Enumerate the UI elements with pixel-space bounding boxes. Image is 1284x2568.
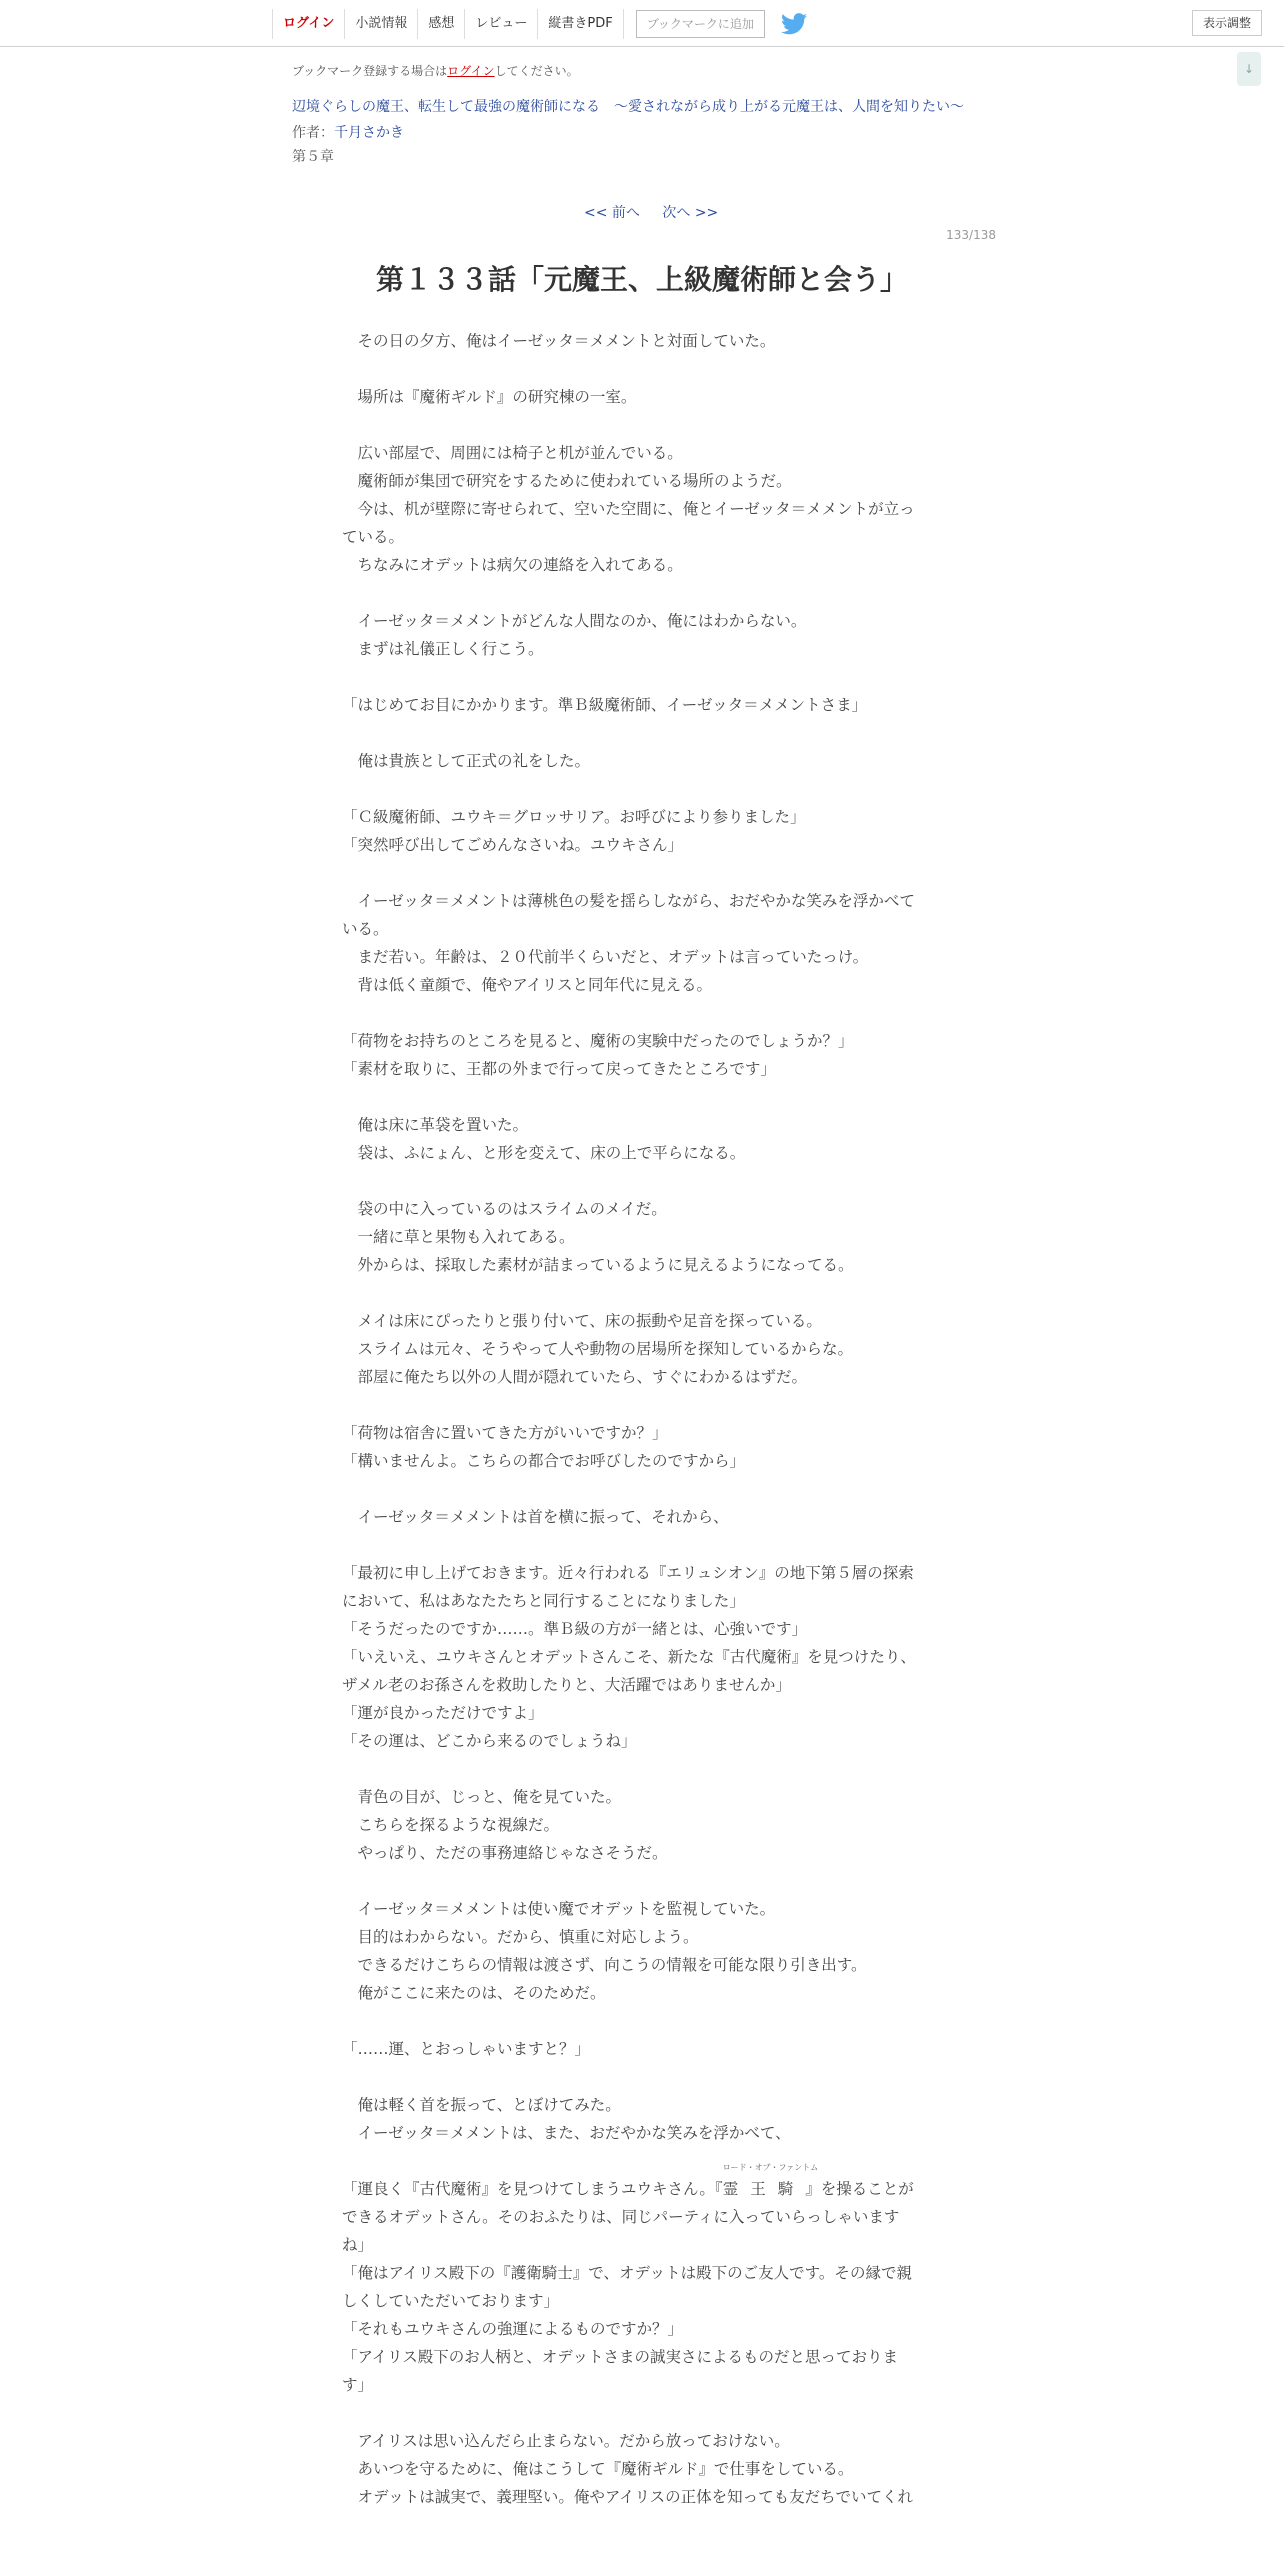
author-line bbox=[292, 122, 404, 142]
body-line bbox=[342, 355, 942, 383]
top-header bbox=[0, 0, 1284, 47]
body-line: あいつを守るために、俺はこうして『魔術ギルド』で仕事をしている。 bbox=[342, 2460, 854, 2478]
body-line bbox=[342, 579, 942, 607]
nav-vertical-pdf[interactable]: 縦書きPDF bbox=[537, 9, 623, 39]
body-line bbox=[342, 1475, 942, 1503]
nav-login[interactable]: ログイン bbox=[272, 9, 344, 39]
body-line: やっぱり、ただの事務連絡じゃなさそうだ。 bbox=[342, 1844, 668, 1862]
body-line bbox=[342, 859, 942, 887]
body-line: まだ若い。年齢は、２０代前半くらいだと、オデットは言っていたっけ。 bbox=[342, 948, 869, 966]
page-count: 133/138 bbox=[946, 228, 996, 242]
body-line bbox=[342, 2147, 942, 2175]
prev-episode-link[interactable]: << 前へ bbox=[584, 205, 640, 221]
body-line: 場所は『魔術ギルド』の研究棟の一室。 bbox=[342, 388, 637, 406]
body-line: 俺がここに来たのは、そのためだ。 bbox=[342, 1984, 606, 2002]
body-line: ている。 bbox=[342, 528, 405, 546]
body-line: イーゼッタ＝メメントは薄桃色の髪を揺らしながら、おだやかな笑みを浮かべて bbox=[342, 892, 915, 910]
ruby-term bbox=[722, 2163, 819, 2203]
body-line: メイは床にぴったりと張り付いて、床の振動や足音を探っている。 bbox=[342, 1312, 822, 1330]
body-line: 「Ｃ級魔術師、ユウキ＝グロッサリア。お呼びにより参りました」 bbox=[342, 808, 806, 826]
ruby-reading: ロード・オブ・ファントム bbox=[722, 2163, 819, 2172]
body-line: 「その運は、どこから来るのでしょうね」 bbox=[342, 1732, 637, 1750]
author-name-link[interactable]: 千月さかき bbox=[334, 125, 404, 141]
body-line: 背は低く童顔で、俺やアイリスと同年代に見える。 bbox=[342, 976, 712, 994]
body-line: まずは礼儀正しく行こう。 bbox=[342, 640, 544, 658]
body-line: ね」 bbox=[342, 2236, 374, 2254]
body-line: こちらを探るような視線だ。 bbox=[342, 1816, 560, 1834]
body-line: 「荷物をお持ちのところを見ると、魔術の実験中だったのでしょうか？」 bbox=[342, 1032, 854, 1050]
body-line: 広い部屋で、周囲には椅子と机が並んでいる。 bbox=[342, 444, 683, 462]
body-line: 「構いませんよ。こちらの都合でお呼びしたのですから」 bbox=[342, 1452, 746, 1470]
body-line bbox=[342, 1391, 942, 1419]
body-line: その日の夕方、俺はイーゼッタ＝メメントと対面していた。 bbox=[342, 332, 776, 350]
nav-impressions[interactable]: 感想 bbox=[417, 9, 464, 39]
body-line: 外からは、採取した素材が詰まっているように見えるようになってる。 bbox=[342, 1256, 854, 1274]
twitter-icon[interactable] bbox=[781, 13, 807, 35]
body-line: イーゼッタ＝メメントは首を横に振って、それから、 bbox=[342, 1508, 729, 1526]
body-line: 「それもユウキさんの強運によるものですか？」 bbox=[342, 2320, 684, 2338]
series-title-link[interactable]: 辺境ぐらしの魔王、転生して最強の魔術師になる 〜愛されながら成り上がる元魔王は、人間を知りたい〜 bbox=[292, 99, 964, 115]
body-line: スライムは元々、そうやって人や動物の居場所を探知しているからな。 bbox=[342, 1340, 854, 1358]
nav-review[interactable]: レビュー bbox=[464, 9, 537, 39]
body-line: 「いえいえ、ユウキさんとオデットさんこそ、新たな『古代魔術』を見つけたり、 bbox=[342, 1648, 916, 1666]
chapter-label: 第５章 bbox=[292, 149, 334, 165]
author-label: 作者： bbox=[292, 125, 334, 141]
display-settings-button[interactable]: 表示調整 bbox=[1192, 10, 1262, 36]
body-line: 「運が良かっただけですよ」 bbox=[342, 1704, 544, 1722]
body-line: 俺は軽く首を振って、とぼけてみた。 bbox=[342, 2096, 621, 2114]
nav-novel-info[interactable]: 小説情報 bbox=[344, 9, 417, 39]
body-line: オデットは誠実で、義理堅い。俺やアイリスの正体を知っても友だちでいてくれ bbox=[342, 2488, 914, 2506]
next-episode-link[interactable]: 次へ >> bbox=[662, 205, 719, 221]
body-line: 青色の目が、じっと、俺を見ていた。 bbox=[342, 1788, 622, 1806]
body-line bbox=[342, 2063, 942, 2091]
body-line: 「……運、とおっしゃいますと？」 bbox=[342, 2040, 591, 2058]
body-line: イーゼッタ＝メメントは、また、おだやかな笑みを浮かべて、 bbox=[342, 2124, 791, 2142]
body-line bbox=[342, 2007, 942, 2035]
body-line: す」 bbox=[342, 2376, 374, 2394]
body-line bbox=[342, 1167, 942, 1195]
body-line: 部屋に俺たち以外の人間が隠れていたら、すぐにわかるはずだ。 bbox=[342, 1368, 808, 1386]
body-line: イーゼッタ＝メメントがどんな人間なのか、俺にはわからない。 bbox=[342, 612, 807, 630]
episode-title: 第１３３話「元魔王、上級魔術師と会う」 bbox=[375, 263, 908, 296]
body-line: できるオデットさん。そのおふたりは、同じパーティに入っていらっしゃいます bbox=[342, 2208, 900, 2226]
body-line: ザメル老のお孫さんを救助したりと、大活躍ではありませんか」 bbox=[342, 1676, 791, 1694]
scroll-down-button[interactable]: ↓ bbox=[1237, 52, 1261, 86]
body-line: いる。 bbox=[342, 920, 389, 938]
body-line bbox=[342, 719, 942, 747]
episode-body bbox=[342, 327, 942, 2511]
body-line: 袋は、ふにょん、と形を変えて、床の上で平らになる。 bbox=[342, 1144, 746, 1162]
body-line bbox=[342, 1867, 942, 1895]
body-line: 袋の中に入っているのはスライムのメイだ。 bbox=[342, 1200, 667, 1218]
body-line: 「最初に申し上げておきます。近々行われる『エリュシオン』の地下第５層の探索 bbox=[342, 1564, 914, 1582]
body-line: アイリスは思い込んだら止まらない。だから放っておけない。 bbox=[342, 2432, 790, 2450]
body-line: 「アイリス殿下のお人柄と、オデットさまの誠実さによるものだと思っておりま bbox=[342, 2348, 898, 2366]
body-line: 「素材を取りに、王都の外まで行って戻ってきたところです」 bbox=[342, 1060, 776, 1078]
body-line: において、私はあなたたちと同行することになりました」 bbox=[342, 1592, 745, 1610]
body-line bbox=[342, 775, 942, 803]
body-line: 「運良く『古代魔術』を見つけてしまうユウキさん。『 ロード・オブ・ファントム 霊王騎』を操ることが bbox=[342, 2175, 942, 2203]
body-line: 今は、机が壁際に寄せられて、空いた空間に、俺とイーゼッタ＝メメントが立っ bbox=[342, 500, 915, 518]
body-line: 「はじめてお目にかかります。準Ｂ級魔術師、イーゼッタ＝メメントさま」 bbox=[342, 696, 868, 714]
body-line bbox=[342, 999, 942, 1027]
body-line: 「俺はアイリス殿下の『護衛騎士』で、オデットは殿下のご友人です。その縁で親 bbox=[342, 2264, 912, 2282]
body-line: ちなみにオデットは病欠の連絡を入れてある。 bbox=[342, 556, 683, 574]
body-line: 魔術師が集団で研究をするために使われている場所のようだ。 bbox=[342, 472, 792, 490]
top-nav bbox=[272, 8, 807, 40]
body-line: 俺は貴族として正式の礼をした。 bbox=[342, 752, 591, 770]
body-line: 俺は床に革袋を置いた。 bbox=[342, 1116, 529, 1134]
body-line bbox=[342, 2399, 942, 2427]
ruby-base: 霊王騎 bbox=[722, 2180, 806, 2198]
login-notice bbox=[292, 62, 579, 79]
notice-text-after: してください。 bbox=[494, 64, 579, 78]
body-line: しくしていただいております」 bbox=[342, 2292, 560, 2310]
notice-login-link[interactable]: ログイン bbox=[447, 64, 495, 78]
body-line: 目的はわからない。だから、慎重に対応しよう。 bbox=[342, 1928, 699, 1946]
add-bookmark-button[interactable]: ブックマークに追加 bbox=[636, 10, 765, 38]
body-line bbox=[342, 1531, 942, 1559]
body-line: 「そうだったのですか……。準Ｂ級の方が一緒とは、心強いです」 bbox=[342, 1620, 808, 1638]
body-line bbox=[342, 1083, 942, 1111]
body-line bbox=[342, 1755, 942, 1783]
body-line bbox=[342, 411, 942, 439]
notice-text-before: ブックマーク登録する場合は bbox=[292, 64, 448, 78]
ruby-line-tail: 』を操ることが bbox=[805, 2180, 914, 2198]
body-line: できるだけこちらの情報は渡さず、向こうの情報を可能な限り引き出す。 bbox=[342, 1956, 867, 1974]
episode-pager bbox=[584, 202, 718, 222]
body-line: 「突然呼び出してごめんなさいね。ユウキさん」 bbox=[342, 836, 684, 854]
body-line: 一緒に草と果物も入れてある。 bbox=[342, 1228, 575, 1246]
body-line bbox=[342, 1279, 942, 1307]
body-line: イーゼッタ＝メメントは使い魔でオデットを監視していた。 bbox=[342, 1900, 776, 1918]
body-line: 「荷物は宿舎に置いてきた方がいいですか？」 bbox=[342, 1424, 668, 1442]
body-line bbox=[342, 663, 942, 691]
